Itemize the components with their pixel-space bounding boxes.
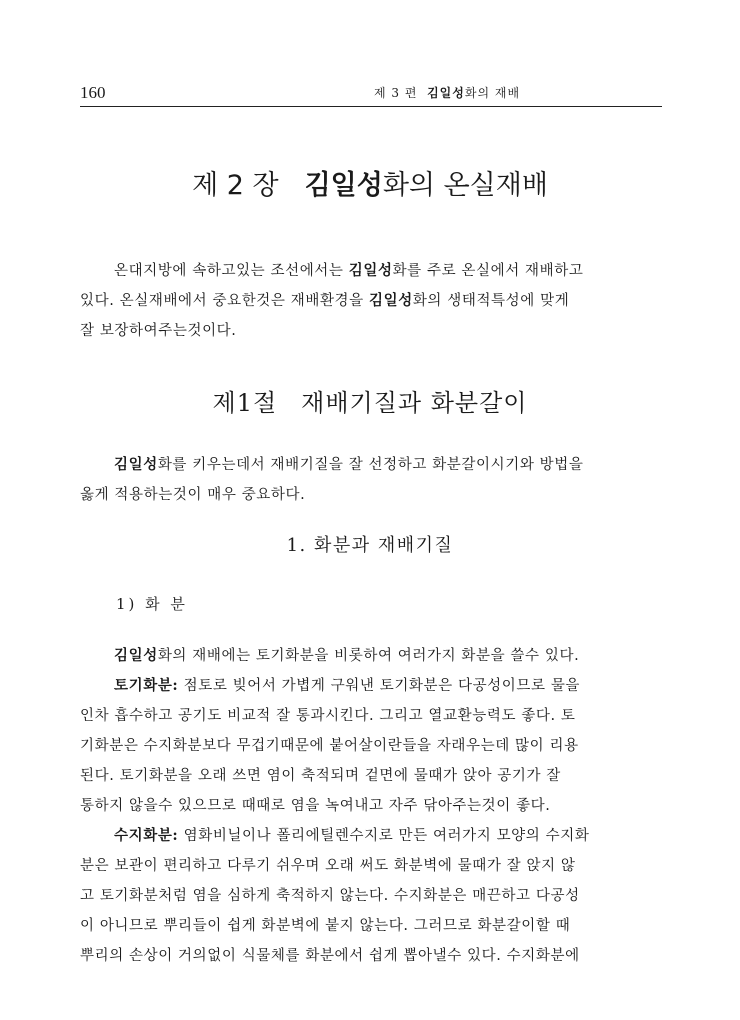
text-run: 점토로 빚어서 가볍게 구워낸 토기화분은 다공성이므로 물을 xyxy=(178,678,581,694)
part-title-rest: 화의 재배 xyxy=(464,86,521,100)
text-run: 분은 보관이 편리하고 다루기 쉬우며 오래 써도 화분벽에 물때가 잘 앉지 않 xyxy=(80,858,576,874)
text-line xyxy=(80,701,662,731)
text-line xyxy=(80,851,662,881)
text-line xyxy=(80,881,662,911)
part-label: 제 3 편 xyxy=(374,86,418,100)
text-line xyxy=(80,671,662,701)
intro-paragraph xyxy=(80,256,662,346)
text-run: 뿌리의 손상이 거의없이 식물체를 화분에서 쉽게 뽑아낼수 있다. 수지화분에 xyxy=(80,948,580,964)
section-number: 제1절 xyxy=(212,389,278,417)
part-title-bold: 김일성 xyxy=(427,86,465,100)
text-run: 온대지방에 속하고있는 조선에서는 xyxy=(114,263,349,279)
text-run: 이 아니므로 뿌리들이 쉽게 화분벽에 붙지 않는다. 그러므로 화분갈이할 때 xyxy=(80,918,571,934)
text-run: 기화분은 수지화분보다 무겁기때문에 붙어살이란들을 자래우는데 많이 리용 xyxy=(80,738,579,754)
item-heading: 1) 화 분 xyxy=(116,595,188,613)
bold-text-run: 김일성 xyxy=(114,456,158,473)
chapter-title-bold: 김일성 xyxy=(304,170,383,201)
bold-text-run: 토기화분: xyxy=(114,677,179,694)
text-run: 화를 키우는데서 재배기질을 잘 선정하고 화분갈이시기와 방법을 xyxy=(157,457,584,473)
section-title-text: 재배기질과 화분갈이 xyxy=(301,389,528,417)
bold-text-run: 김일성 xyxy=(114,647,158,664)
text-run: 화의 재배에는 토기화분을 비롯하여 여러가지 화분을 쓸수 있다. xyxy=(157,648,580,664)
text-line xyxy=(80,286,662,316)
text-run: 고 토기화분처럼 염을 심하게 축적하지 않는다. 수지화분은 매끈하고 다공성 xyxy=(80,888,580,904)
text-run: 인차 흡수하고 공기도 비교적 잘 통과시킨다. 그리고 열교환능력도 좋다. 토 xyxy=(80,708,576,724)
running-header xyxy=(80,82,662,107)
chapter-title xyxy=(0,168,740,204)
text-run: 화를 주로 온실에서 재배하고 xyxy=(392,263,584,279)
text-line xyxy=(80,450,662,480)
body-paragraphs xyxy=(80,641,662,971)
text-line xyxy=(80,480,662,510)
text-run: 잘 보장하여주는것이다. xyxy=(80,323,237,339)
text-line xyxy=(80,731,662,761)
subsection-title: 1. 화분과 재배기질 xyxy=(286,535,454,556)
text-line xyxy=(80,761,662,791)
text-line xyxy=(80,641,662,671)
text-run: 통하지 않을수 있으므로 때때로 염을 녹여내고 자주 닦아주는것이 좋다. xyxy=(80,798,551,814)
page-number: 160 xyxy=(80,83,106,102)
bold-text-run: 수지화분: xyxy=(114,827,179,844)
text-run: 옳게 적용하는것이 매우 중요하다. xyxy=(80,487,306,503)
text-run: 화의 생태적특성에 맞게 xyxy=(412,293,570,309)
bold-text-run: 김일성 xyxy=(368,292,413,309)
text-line xyxy=(80,256,662,286)
text-line xyxy=(80,941,662,971)
text-run: 염화비닐이나 폴리에틸렌수지로 만든 여러가지 모양의 수지화 xyxy=(178,828,590,844)
text-line xyxy=(80,821,662,851)
chapter-number: 제 2 장 xyxy=(192,170,279,201)
section-intro-paragraph xyxy=(80,450,662,510)
chapter-title-rest: 화의 온실재배 xyxy=(382,170,548,201)
running-title xyxy=(374,84,520,102)
text-run: 있다. 온실재배에서 중요한것은 재배환경을 xyxy=(80,293,369,309)
text-line xyxy=(80,911,662,941)
text-line xyxy=(80,316,662,346)
bold-text-run: 김일성 xyxy=(348,262,393,279)
section-title xyxy=(0,387,740,419)
text-line xyxy=(80,791,662,821)
text-run: 된다. 토기화분을 오래 쓰면 염이 축적되며 겉면에 물때가 앉아 공기가 잘 xyxy=(80,768,561,784)
